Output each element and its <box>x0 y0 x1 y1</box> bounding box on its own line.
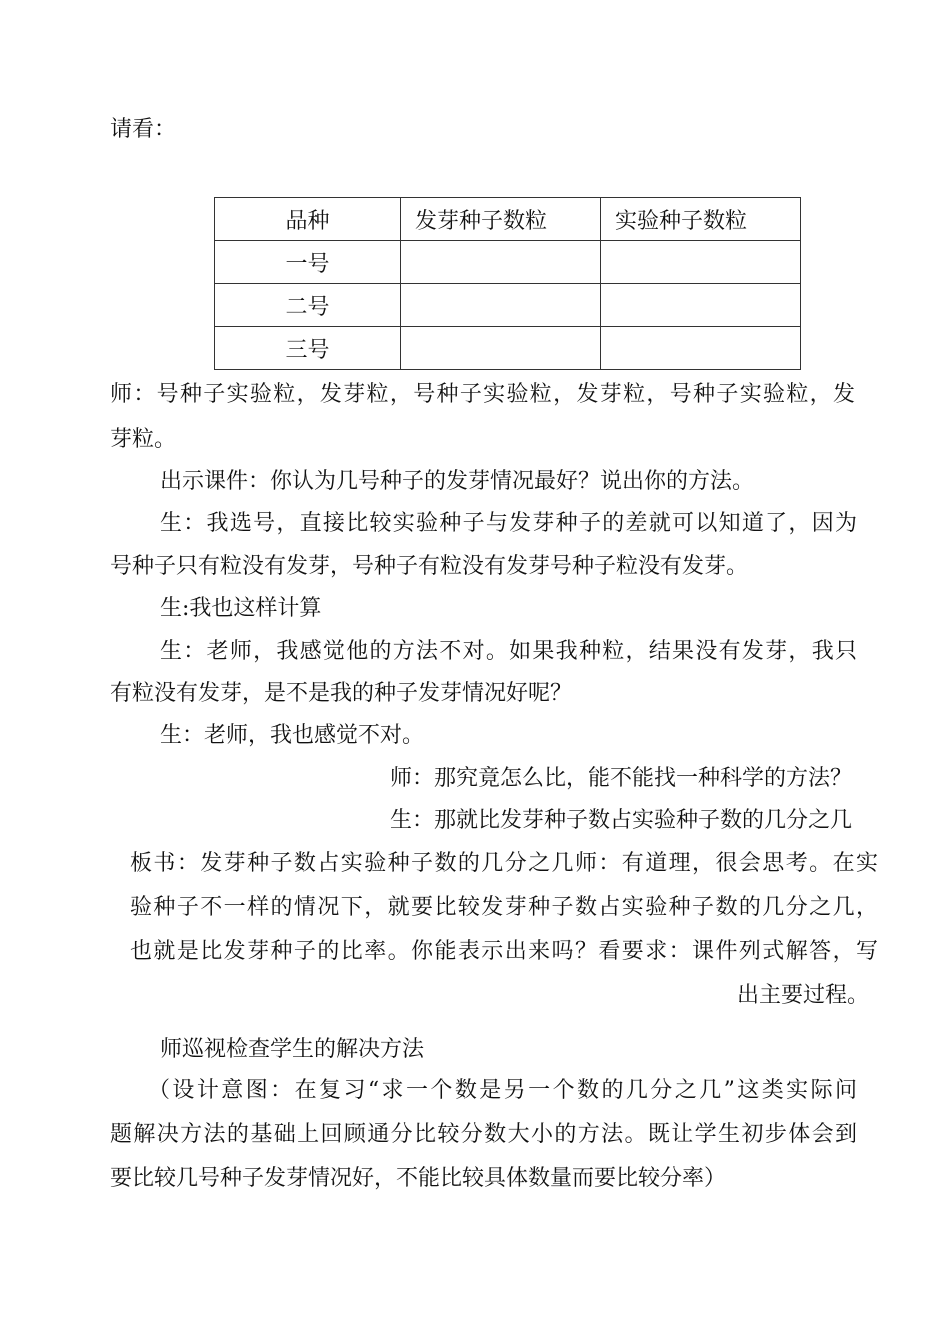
paragraph-line: 生:我也这样计算 <box>160 596 322 621</box>
paragraph-line: 验种子不一样的情况下，就要比较发芽种子数占实验种子数的几分之几， <box>130 895 878 920</box>
paragraph-line: 出示课件：你认为几号种子的发芽情况最好？说出你的方法。 <box>160 469 755 494</box>
table-header-row <box>215 198 801 241</box>
paragraph-line: 师：那究竟怎么比，能不能找一种科学的方法？ <box>390 766 853 791</box>
paragraph-line: 生：老师，我感觉他的方法不对。如果我种粒，结果没有发芽，我只 <box>160 639 857 664</box>
paragraph-line: （设计意图：在复习“求一个数是另一个数的几分之几”这类实际问 <box>148 1078 857 1103</box>
paragraph-line: 题解决方法的基础上回顾通分比较分数大小的方法。既让学生初步体会到 <box>110 1122 857 1147</box>
table-header-cell: 发芽种子数粒 <box>401 198 601 241</box>
paragraph-line: 生：那就比发芽种子数占实验种子数的几分之几 <box>390 808 853 833</box>
paragraph-line: 师：号种子实验粒，发芽粒，号种子实验粒，发芽粒，号种子实验粒，发 <box>110 382 855 407</box>
paragraph-line: 板书：发芽种子数占实验种子数的几分之几师：有道理，很会思考。在实 <box>130 851 878 876</box>
table-cell <box>601 241 801 284</box>
table-cell <box>401 327 601 370</box>
table-header-cell: 品种 <box>215 198 401 241</box>
paragraph-line: 师巡视检查学生的解决方法 <box>160 1037 425 1062</box>
table-cell <box>601 284 801 327</box>
table-cell: 三号 <box>215 327 401 370</box>
table-row <box>215 284 801 327</box>
table-row <box>215 241 801 284</box>
paragraph-line: 也就是比发芽种子的比率。你能表示出来吗？看要求：课件列式解答，写 <box>130 939 878 964</box>
table-cell: 二号 <box>215 284 401 327</box>
table-row <box>215 327 801 370</box>
heading: 请看： <box>110 117 177 142</box>
paragraph-line: 有粒没有发芽，是不是我的种子发芽情况好呢？ <box>110 681 573 706</box>
table-header-cell: 实验种子数粒 <box>601 198 801 241</box>
table-cell: 一号 <box>215 241 401 284</box>
paragraph-line: 号种子只有粒没有发芽，号种子有粒没有发芽号种子粒没有发芽。 <box>110 554 749 579</box>
paragraph-line: 生：我选号，直接比较实验种子与发芽种子的差就可以知道了，因为 <box>160 511 857 536</box>
table-cell <box>601 327 801 370</box>
table-cell <box>401 284 601 327</box>
paragraph-line: 出主要过程。 <box>737 983 870 1008</box>
paragraph-line: 要比较几号种子发芽情况好，不能比较具体数量而要比较分率） <box>110 1166 727 1191</box>
paragraph-line: 生：老师，我也感觉不对。 <box>160 723 425 748</box>
seed-table <box>214 197 801 370</box>
paragraph-line: 芽粒。 <box>110 427 177 452</box>
table-cell <box>401 241 601 284</box>
